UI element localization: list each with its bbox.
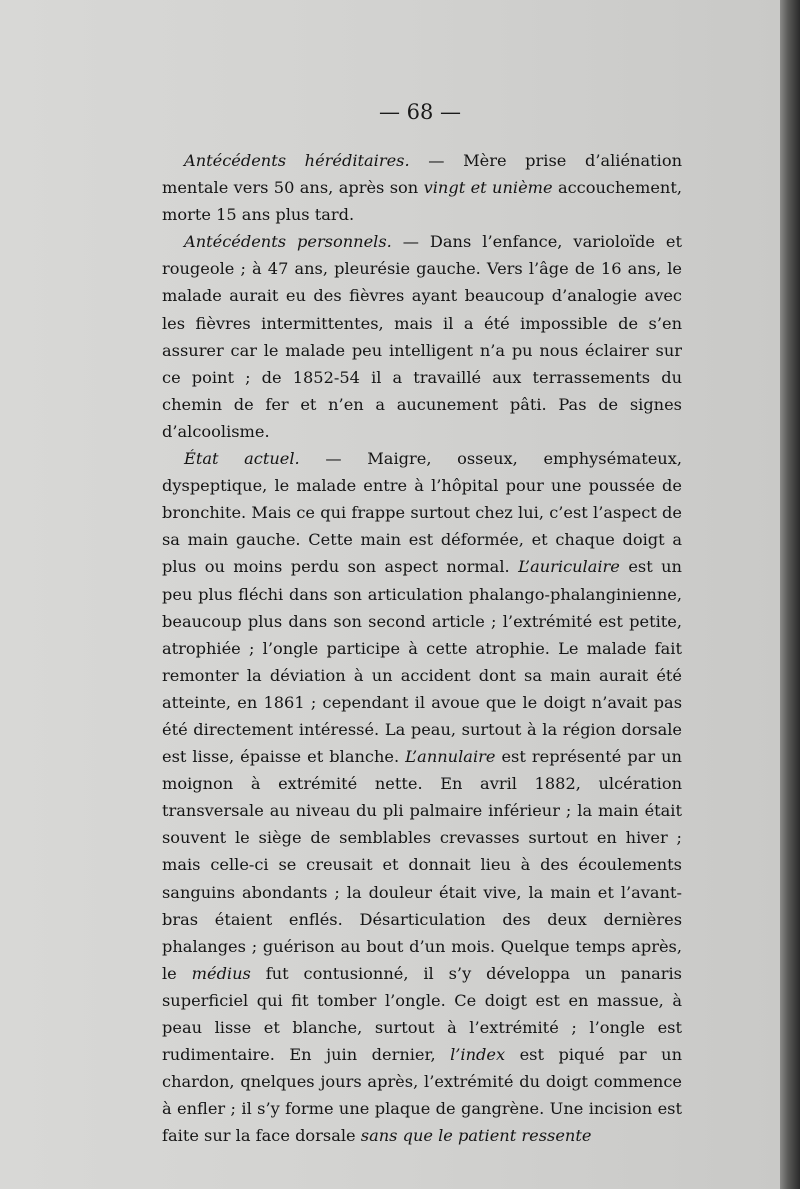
body-text	[162, 147, 682, 1149]
paragraph	[162, 147, 682, 228]
text-run: — Dans l’enfance, varioloïde et rougeole ; à 47 ans, pleurésie gauche. Vers l’âge de 16 ans, le malade aurait eu des fièvres ayant beaucoup d’analogie avec les fièvres intermittentes, mais il a été impossible de s’en assurer car le malade peu intelligent n’a pu nous éclairer sur ce point ; de 1852-54 il a travaillé aux terrassements du chemin de fer et n’en a aucunement pâti. Pas de signes d’alcoolisme.	[162, 232, 682, 441]
text-run: — Mère prise d’aliénation mentale vers 50 ans, après son	[162, 151, 682, 198]
italic-run: médius	[191, 963, 251, 983]
text-run: est un peu plus fléchi dans son articulation phalango-phalanginienne, beaucoup plus dans son second article ; l’extrémité est petite, atrophiée ; l’ongle participe à cette atrophie. Le malade fait remonter la déviation à un accident dont sa main aurait été atteinte, en 1861 ; cependant il avoue que le doigt n’avait pas été directement intéressé. La peau, surtout à la région dorsale est lisse, épaisse et blanche.	[162, 557, 682, 767]
text-run: accouchement, morte 15 ans plus tard.	[162, 178, 682, 225]
text-run: est représenté par un moignon à extrémité nette. En avril 1882, ulcération transversale au niveau du pli palmaire inférieur ; la main était souvent le siège de semblables crevasses surtout en hiver ; mais celle-ci se creusait et donnait lieu à des écoulements sanguins abondants ; la douleur était vive, la main et l’avant-bras étaient enflés. Désarticulation des deux dernières phalanges ; guérison au bout d’un mois. Quelque temps après, le	[162, 747, 682, 983]
italic-run: État actuel.	[184, 449, 300, 469]
page-edge-shadow	[780, 0, 800, 1189]
italic-run: L’auriculaire	[518, 557, 620, 577]
paragraph	[162, 228, 682, 445]
italic-run: Antécédents personnels.	[184, 232, 392, 252]
text-run: — Maigre, osseux, emphysémateux, dyspeptique, le malade entre à l’hôpital pour une poussée de bronchite. Mais ce qui frappe surtout chez lui, c’est l’aspect de sa main gauche. Cette main est déformée, et chaque doigt a plus ou moins perdu son aspect normal.	[162, 449, 682, 577]
italic-run: l’index	[450, 1045, 506, 1065]
italic-run: vingt et unième	[423, 178, 553, 198]
italic-run: L’annulaire	[405, 747, 496, 767]
italic-run: Antécédents héréditaires.	[184, 151, 410, 170]
text-run: fut contusionné, il s’y développa un panaris superficiel qui fit tomber l’ongle. Ce doigt est en massue, à peau lisse et blanche, surtout à l’extrémité ; l’ongle est rudimentaire. En juin dernier,	[162, 963, 682, 1065]
text-run: est piqué par un chardon, qnelques jours après, l’extrémité du doigt commence à enfler ; il s’y forme une plaque de gangrène. Une incision est faite sur la face dorsale	[162, 1045, 682, 1146]
paragraph	[162, 445, 682, 1149]
italic-run: sans que le patient ressente	[360, 1126, 592, 1146]
page-number: — 68 —	[378, 100, 462, 124]
